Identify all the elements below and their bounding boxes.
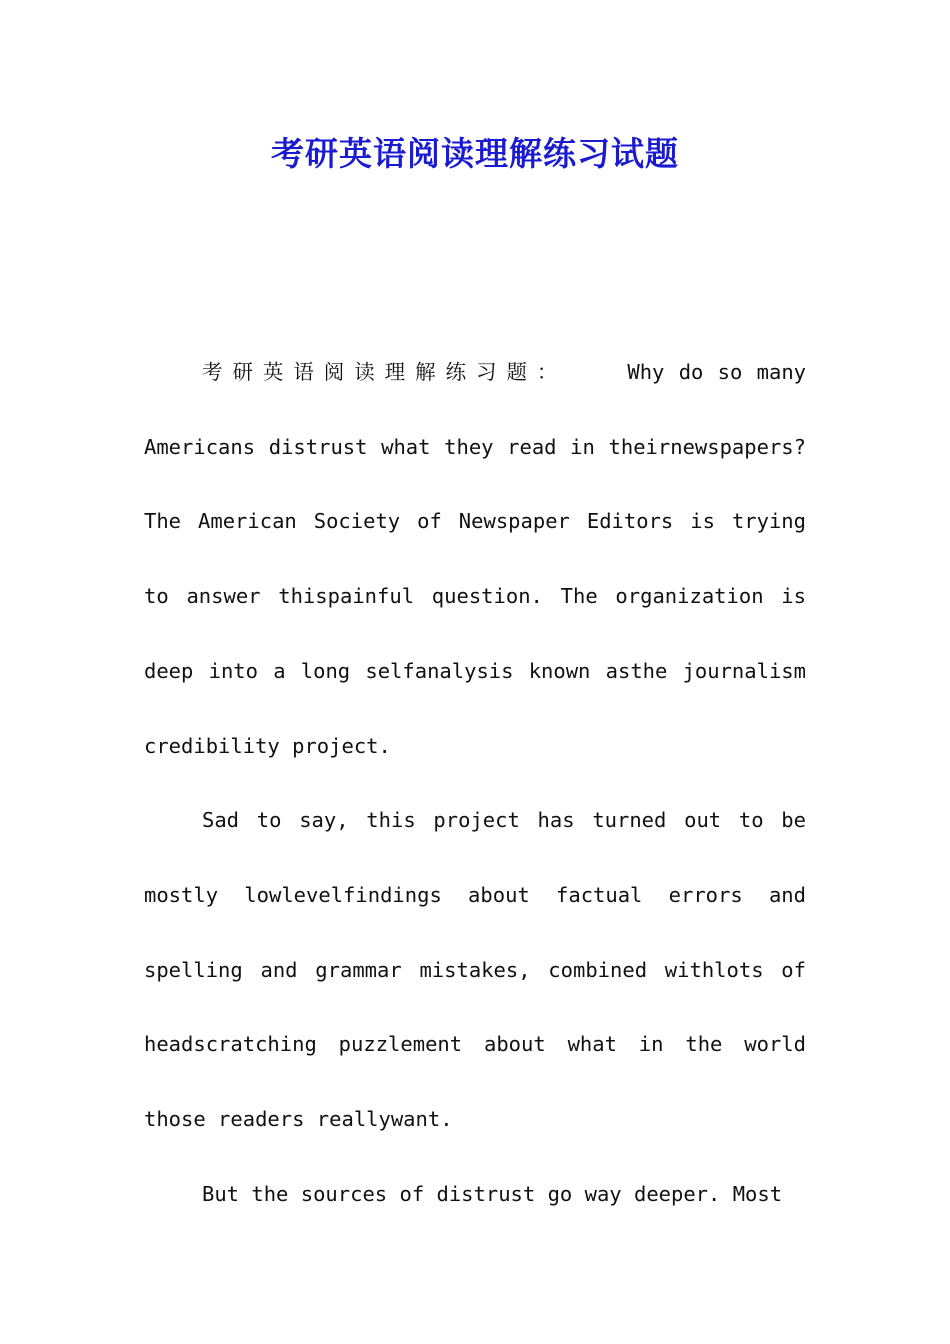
paragraph-2: Sad to say, this project has turned out to be mostly lowlevelfindings about factual errors and spelling and grammar mistakes, combined withlots of headscratching puzzlement about what in the world those readers reallywant.: [144, 808, 806, 1132]
paragraph-1: [144, 335, 806, 783]
paragraph-3: But the sources of distrust go way deeper. Most: [202, 1181, 783, 1206]
document-title: 考研英语阅读理解练习试题: [271, 134, 679, 173]
paragraph-text: Why do so many Americans distrust what they read in theirnewspapers? The American Society of Newspaper Editors is trying to answer thispainful question. The organization is deep into a long selfanalysis known asthe journalism credibility project.: [144, 360, 807, 758]
document-body: [144, 335, 806, 1231]
paragraph-lead: 考研英语阅读理解练习题：: [202, 360, 568, 384]
